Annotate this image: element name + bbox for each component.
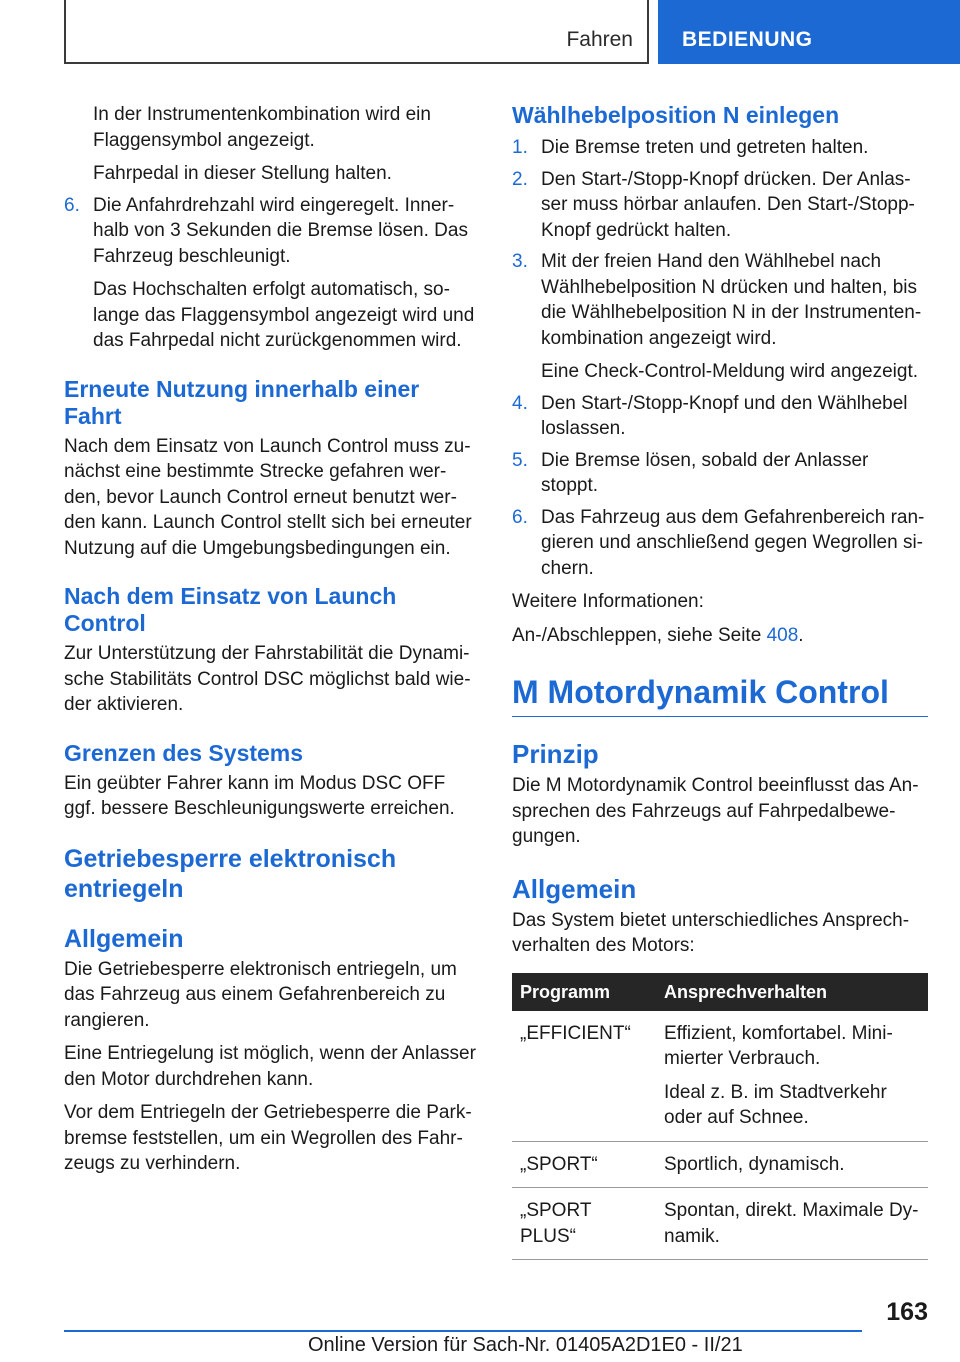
cell-text: Ideal z. B. im Stadtverkehr oder auf Schnee. [664,1081,887,1128]
list-item [64,193,480,354]
step-text: Das Fahrzeug aus dem Gefahrenbereich ran-gieren und anschließend gegen Wegrollen si-chern. [541,506,925,579]
step-text: Die Bremse lösen, sobald der Anlasser stoppt. [541,449,869,496]
page-number: 163 [886,1298,928,1326]
table-cell-program: „EFFICIENT“ [512,1011,656,1142]
paragraph: Fahrpedal in dieser Stellung halten. [93,163,392,184]
program-table [512,973,928,1261]
header-chapter-tab [658,0,960,64]
step-number: 6. [64,194,80,216]
table-row [512,1188,928,1260]
table-cell-description [656,1011,928,1142]
step-text: Die Anfahrdrehzahl wird eingeregelt. Inner-halb von 3 Sekunden die Bremse lösen. Das Fahrzeug beschleunigt. [93,194,468,267]
page-link[interactable]: 408 [766,624,799,646]
paragraph: Eine Entriegelung ist möglich, wenn der Anlasser den Motor durchdrehen kann. [64,1043,476,1090]
paragraph: Die M Motordynamik Control beeinflusst das An-sprechen des Fahrzeugs auf Fahrpedalbewe-gungen. [512,775,919,847]
section-heading: Prinzip [512,739,599,769]
table-header-ansprechverhalten: Ansprechverhalten [656,973,928,1011]
paragraph: Ein geübter Fahrer kann im Modus DSC OFF ggf. bessere Beschleunigungswerte erreichen. [64,772,455,819]
list-item [512,249,928,385]
list-item [512,391,928,442]
cell-text: Effizient, komfortabel. Mini-mierter Verbrauch. [664,1022,893,1069]
table-cell-description: Spontan, direkt. Maximale Dy-namik. [656,1188,928,1260]
table-cell-description: Sportlich, dynamisch. [656,1141,928,1188]
left-column [64,102,480,1177]
header-section-label: Fahren [566,28,633,51]
header-chapter-label: BEDIENUNG [682,28,813,51]
step-text: Mit der freien Hand den Wählhebel nach Wählhebelposition N drücken und halten, bis die Wählhebelposition N in der Instrumenten-kombination angezeigt wird. [541,251,922,349]
table-cell-program: „SPORT“ [512,1141,656,1188]
paragraph: Nach dem Einsatz von Launch Control muss zu-nächst eine bestimmte Strecke gefahren wer-den, bevor Launch Control erneut benutzt wer-den kann. Launch Control stellt sich bei erneuter Nutzung auf die Umgebungsbedingungen ein. [64,435,472,559]
cross-reference-text: An-/Abschleppen, siehe Seite [512,624,767,646]
list-item [512,505,928,582]
right-column [512,102,928,1260]
paragraph: Die Getriebesperre elektronisch entriegeln, um das Fahrzeug aus einem Gefahrenbereich zu rangieren. [64,958,457,1031]
step-number: 4. [512,392,528,414]
footer-divider [64,1330,862,1332]
section-heading: Allgemein [512,873,637,904]
step-number: 3. [512,251,528,272]
chapter-heading: M Motordynamik Control [512,672,928,717]
step-number: 6. [512,506,528,528]
step-number: 2. [512,168,528,190]
section-heading: Nach dem Einsatz von Launch Control [64,583,397,636]
cross-reference [512,623,928,649]
header-section-box [64,0,649,64]
section-heading: Grenzen des Systems [64,739,304,766]
paragraph: Das System bietet unterschiedliches Ansprech-verhalten des Motors: [512,909,910,956]
table-row [512,1011,928,1142]
paragraph: In der Instrumentenkombination wird ein Flaggensymbol angezeigt. [93,104,431,151]
footer-online-version: Online Version für Sach-Nr. 01405A2D1E0 - II/21 [308,1334,743,1356]
subsection-heading: Allgemein [64,924,184,953]
step-subtext: Eine Check-Control-Meldung wird angezeigt. [541,361,919,382]
section-heading: Wählhebelposition N einlegen [512,102,840,128]
cross-reference-suffix: . [798,624,804,646]
table-header-programm: Programm [512,973,656,1011]
step-number: 1. [512,137,528,158]
section-heading: Getriebesperre elektronisch entriegeln [64,844,397,903]
step-number: 5. [512,449,528,471]
step-text: Die Bremse treten und getreten halten. [541,137,869,158]
paragraph: Vor dem Entriegeln der Getriebesperre die Park-bremse feststellen, um ein Wegrollen des Fahr-zeugs zu verhindern. [64,1102,472,1174]
section-heading: Erneute Nutzung innerhalb einer Fahrt [64,375,420,429]
paragraph: Zur Unterstützung der Fahrstabilität die Dynami-sche Stabilitäts Control DSC möglichst bald wie-der aktivieren. [64,643,471,715]
step-text: Den Start-/Stopp-Knopf drücken. Der Anlas-ser muss hörbar anlaufen. Den Start-/Stopp-Knopf gedrückt halten. [541,168,915,241]
step-subtext: Das Hochschalten erfolgt automatisch, so-lange das Flaggensymbol angezeigt wird und das Fahrpedal nicht zurückgenommen wird. [93,279,475,351]
step-text: Den Start-/Stopp-Knopf und den Wählhebel loslassen. [541,392,908,439]
paragraph: Weitere Informationen: [512,591,704,612]
list-item [512,135,928,161]
table-row [512,1141,928,1188]
table-cell-program: „SPORT PLUS“ [512,1188,656,1260]
table-header-row [512,973,928,1011]
list-item [512,448,928,499]
list-item [512,167,928,244]
